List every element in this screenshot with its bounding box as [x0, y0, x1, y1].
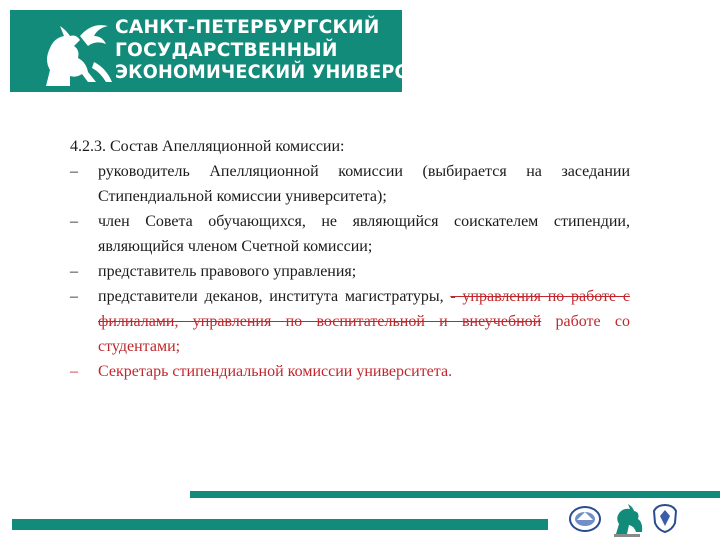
footer-stripe-top — [190, 491, 720, 498]
list-item: – представитель правового управления; — [70, 259, 630, 284]
shield-emblem-icon — [650, 502, 680, 534]
footer-stripe-bottom — [12, 519, 548, 530]
section-heading: 4.2.3. Состав Апелляционной комиссии: — [70, 138, 345, 155]
added-text: работе со студентами; — [98, 313, 631, 355]
university-seal-icon — [568, 502, 602, 534]
griffin-logo-icon — [36, 16, 114, 88]
university-name — [115, 16, 485, 84]
item-text: представители деканов, института магистратуры, — [98, 288, 444, 305]
griffin-emblem-icon — [610, 502, 644, 538]
deleted-text: - управления по работе с филиалами, управления по воспитательной и внеучебной — [98, 288, 630, 330]
list-item-secretary: – Секретарь стипендиальной комиссии университета. — [70, 359, 630, 384]
members-list — [70, 159, 630, 384]
list-item-representatives — [70, 284, 630, 359]
university-header — [10, 10, 460, 92]
list-item: – член Совета обучающихся, не являющийся соискателем стипендии, являющийся членом Счетной комиссии; — [70, 209, 630, 259]
university-name-line: ЭКОНОМИЧЕСКИЙ УНИВЕРСИТЕТ — [115, 61, 460, 83]
university-name-line: ГОСУДАРСТВЕННЫЙ — [115, 38, 338, 61]
list-item: – руководитель Апелляционной комиссии (выбирается на заседании Стипендиальной комиссии университета); — [70, 159, 630, 209]
university-name-line: САНКТ-ПЕТЕРБУРГСКИЙ — [115, 16, 380, 38]
commission-composition — [70, 134, 630, 384]
